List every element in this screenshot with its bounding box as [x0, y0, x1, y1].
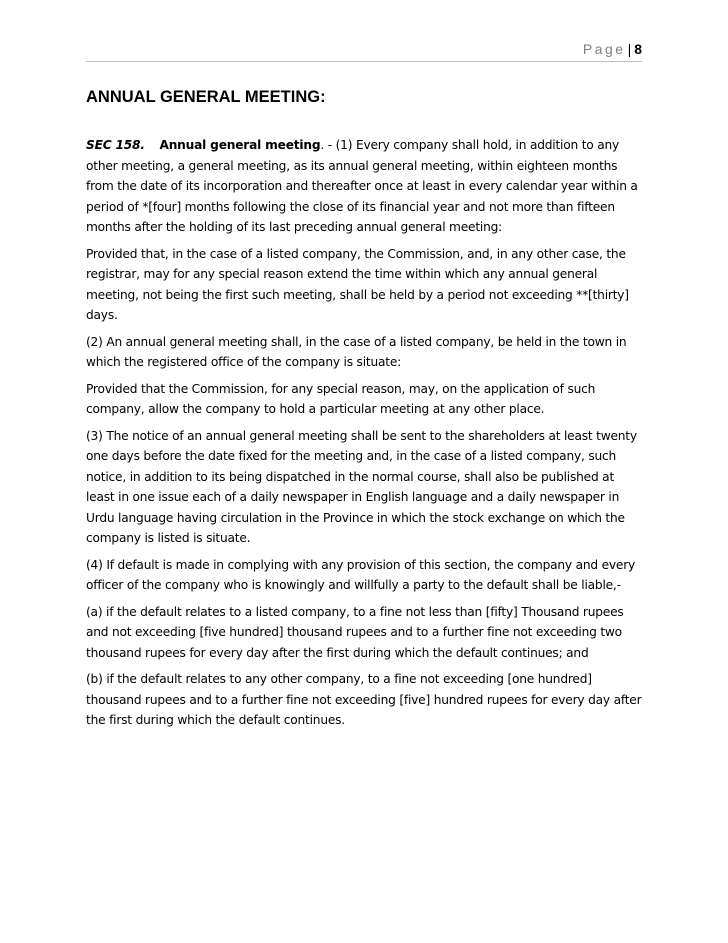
- paragraph-proviso-2: Provided that the Commission, for any special reason, may, on the application of such company, allow the company to hold a particular meeting at any other place.: [86, 381, 596, 416]
- page-label: Page: [582, 41, 626, 57]
- paragraph-subsection-2: (2) An annual general meeting shall, in the case of a listed company, be held in the town in which the registered office of the company is situate:: [86, 334, 627, 369]
- document-body: [86, 86, 646, 737]
- page-number: 8: [634, 41, 642, 57]
- section-title: ANNUAL GENERAL MEETING:: [86, 88, 326, 106]
- paragraph-clause-b: (b) if the default relates to any other company, to a fine not exceeding [one hundred] thousand rupees and to a further fine not exceeding [five] hundred rupees for every day after the first during which the default continues.: [86, 672, 642, 727]
- paragraph-subsection-4: (4) If default is made in complying with any provision of this section, the company and every officer of the company who is knowingly and willfully a party to the default shall be liable,-: [86, 557, 636, 592]
- page-separator: |: [627, 41, 632, 57]
- paragraph-clause-a: (a) if the default relates to a listed company, to a fine not less than [fifty] Thousand rupees and not exceeding [five hundred] thousand rupees and to a further fine not exceeding two thousand rupees for every day after the first during which the default continues; and: [86, 604, 624, 660]
- header-divider: [86, 61, 642, 62]
- paragraph-proviso-1: Provided that, in the case of a listed company, the Commission, and, in any other case, the registrar, may for any special reason extend the time within which any annual general meeting, not being the first such meeting, shall be held by a period not exceeding **[thirty] days.: [86, 246, 629, 322]
- page-header: [583, 41, 642, 57]
- section-heading: Annual general meeting: [159, 138, 321, 152]
- section-text: . - (1) Every company shall hold, in addition to any other meeting, a general meeting, as its annual general meeting, within eighteen months from the date of its incorporation and thereafter once at least in every calendar year within a period of *[four] months following the close of its financial year and not more than fifteen months after the holding of its last preceding annual general meeting:: [86, 138, 638, 234]
- section-158-paragraph: [86, 135, 646, 238]
- paragraph-subsection-3: (3) The notice of an annual general meeting shall be sent to the shareholders at least twenty one days before the date fixed for the meeting and, in the case of a listed company, such notice, in addition to its being dispatched in the normal course, shall also be published at least in one issue each of a daily newspaper in English language and a daily newspaper in Urdu language having circulation in the Province in which the stock exchange on which the company is listed is situate.: [86, 428, 637, 545]
- section-number: SEC 158.: [86, 138, 145, 152]
